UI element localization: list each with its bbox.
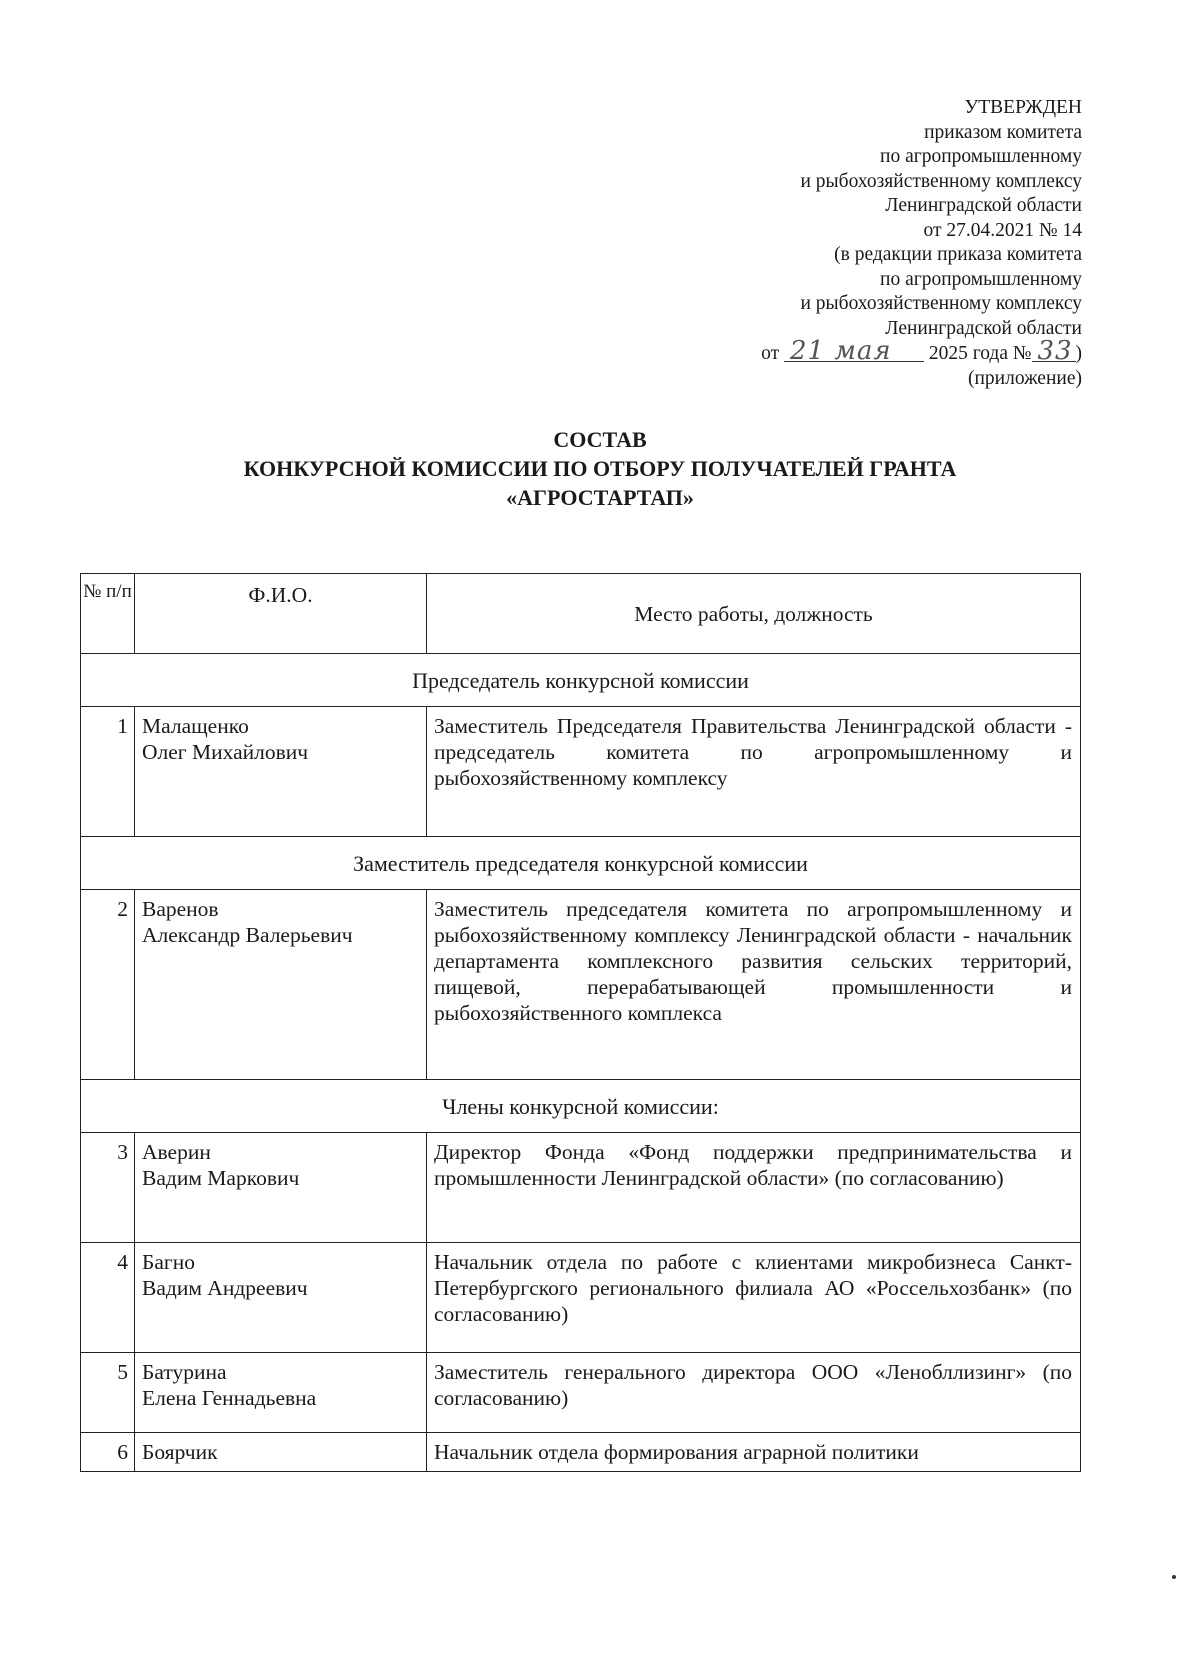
handwritten-date-field (784, 335, 924, 366)
member-given-names: Вадим Андреевич (142, 1276, 308, 1300)
from-label: от (761, 343, 780, 364)
member-surname: Аверин (142, 1140, 211, 1164)
member-position: Начальник отдела по работе с клиентами микробизнеса Санкт-Петербургского регионального филиала АО «Россельхозбанк» (по согласованию) (427, 1243, 1081, 1353)
section-row (81, 837, 1081, 890)
member-surname: Боярчик (142, 1440, 218, 1464)
approval-line: УТВЕРЖДЕН (964, 97, 1082, 118)
member-number: 6 (81, 1433, 135, 1472)
member-surname: Малащенко (142, 714, 249, 738)
member-position: Начальник отдела формирования аграрной политики (427, 1433, 1081, 1472)
header-number: № п/п (81, 574, 135, 654)
member-surname: Батурина (142, 1360, 227, 1384)
section-title: Председатель конкурсной комиссии (81, 654, 1081, 707)
approval-line: и рыбохозяйственному комплексу (800, 293, 1082, 314)
section-title: Члены конкурсной комиссии: (81, 1080, 1081, 1133)
member-number: 5 (81, 1353, 135, 1433)
document-title (0, 425, 1200, 512)
handwritten-number: 33 (1037, 335, 1073, 366)
approval-line: Ленинградской области (885, 317, 1082, 339)
member-given-names: Вадим Маркович (142, 1166, 300, 1190)
member-given-names: Олег Михайлович (142, 740, 309, 764)
table-header-row (81, 574, 1081, 654)
table-row (81, 707, 1081, 837)
approval-stamp-block (761, 96, 1082, 391)
member-name (135, 1243, 427, 1353)
member-position: Заместитель генерального директора ООО «Леноблл​изинг» (по согласованию) (427, 1353, 1081, 1433)
section-row (81, 1080, 1081, 1133)
header-position: Место работы, должность (427, 574, 1081, 654)
header-name: Ф.И.О. (135, 574, 427, 654)
member-name (135, 890, 427, 1080)
member-number: 2 (81, 890, 135, 1080)
table-row (81, 1353, 1081, 1433)
member-name (135, 707, 427, 837)
table-row (81, 1243, 1081, 1353)
title-line-3: «АГРОСТАРТАП» (506, 485, 694, 510)
member-number: 1 (81, 707, 135, 837)
member-given-names: Александр Валерьевич (142, 923, 353, 947)
approval-line: от 27.04.2021 № 14 (923, 219, 1082, 241)
approval-line: Ленинградской области (885, 195, 1082, 216)
approval-line: по агропромышленному (880, 146, 1082, 167)
table-row (81, 1133, 1081, 1243)
member-position: Заместитель председателя комитета по агропромышленному и рыбохозяйственному комплексу Ленинградской области - начальник департамента комплексного развития сельских территорий, пищевой, перерабатывающей промышленности и рыбохозяйственного комплекса (427, 890, 1081, 1080)
approval-line: по агропромышленному (880, 268, 1082, 290)
year-text: 2025 года № (928, 343, 1032, 364)
member-position: Директор Фонда «Фонд поддержки предпринимательства и промышленности Ленинградской области» (по согласованию) (427, 1133, 1081, 1243)
member-number: 3 (81, 1133, 135, 1243)
member-number: 4 (81, 1243, 135, 1353)
section-title: Заместитель председателя конкурсной комиссии (81, 837, 1081, 890)
handwritten-date: 21 мая (789, 335, 892, 366)
commission-table (80, 573, 1081, 1472)
title-line-2: КОНКУРСНОЙ КОМИССИИ ПО ОТБОРУ ПОЛУЧАТЕЛЕЙ ГРАНТА (243, 456, 957, 481)
member-surname: Варенов (142, 897, 219, 921)
member-surname: Багно (142, 1250, 195, 1274)
member-name (135, 1353, 427, 1433)
handwritten-number-field (1032, 335, 1076, 366)
member-given-names: Елена Геннадьевна (142, 1386, 317, 1410)
approval-date-line (761, 335, 1082, 367)
member-name (135, 1133, 427, 1243)
close-paren: ) (1075, 343, 1082, 364)
approval-line: (в редакции приказа комитета (834, 244, 1082, 265)
approval-line: и рыбохозяйственному комплексу (800, 170, 1082, 192)
approval-line: приказом комитета (924, 121, 1082, 143)
table-row (81, 890, 1081, 1080)
table-row (81, 1433, 1081, 1472)
section-row (81, 654, 1081, 707)
member-position: Заместитель Председателя Правительства Ленинградской области - председатель комитета по агропромышленному и рыбохозяйственному комплексу (427, 707, 1081, 837)
scan-speck (1172, 1575, 1176, 1579)
attachment-label: (приложение) (967, 367, 1082, 389)
title-line-1: СОСТАВ (553, 427, 647, 452)
member-name (135, 1433, 427, 1472)
